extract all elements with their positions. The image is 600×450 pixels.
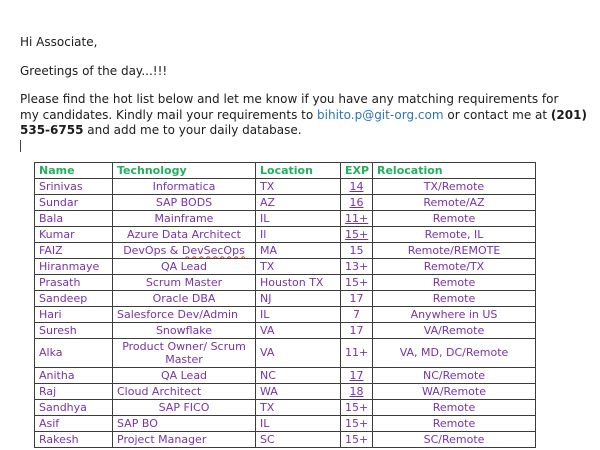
table-row: [35, 194, 536, 210]
table-row: [35, 258, 536, 274]
cell-name: Suresh: [35, 322, 113, 338]
cell-relocation: Remote: [373, 415, 536, 431]
cell-exp: 15+: [341, 226, 373, 242]
cell-name: Srinivas: [35, 178, 113, 194]
column-header-relocation: Relocation: [373, 162, 536, 178]
table-row: [35, 290, 536, 306]
cell-location: SC: [256, 431, 341, 447]
table-row: [35, 210, 536, 226]
cell-exp: 15+: [341, 274, 373, 290]
cell-name: Raj: [35, 383, 113, 399]
table-row: [35, 383, 536, 399]
cell-name: Anitha: [35, 367, 113, 383]
cell-technology: DevOps & DevSecOps: [113, 242, 256, 258]
cell-location: TX: [256, 399, 341, 415]
cell-technology: Oracle DBA: [113, 290, 256, 306]
body-line2-before-link: my candidates. Kindly mail your requirements to: [20, 107, 318, 122]
cell-relocation: VA, MD, DC/Remote: [373, 338, 536, 367]
cell-location: AZ: [256, 194, 341, 210]
cell-relocation: TX/Remote: [373, 178, 536, 194]
text-cursor: [20, 140, 21, 152]
cell-exp: 18: [341, 383, 373, 399]
cell-relocation: Anywhere in US: [373, 306, 536, 322]
cell-name: Sandeep: [35, 290, 113, 306]
table-row: [35, 415, 536, 431]
cell-exp: 7: [341, 306, 373, 322]
table-row: [35, 306, 536, 322]
cell-technology: Informatica: [113, 178, 256, 194]
cell-location: IL: [256, 415, 341, 431]
hotlist-table: [34, 162, 536, 448]
table-row: [35, 367, 536, 383]
cell-location: MA: [256, 242, 341, 258]
cell-exp: 15+: [341, 415, 373, 431]
cell-name: Hari: [35, 306, 113, 322]
table-row: [35, 274, 536, 290]
table-row: [35, 322, 536, 338]
phone-number-part1: (201): [550, 107, 587, 122]
cell-location: TX: [256, 258, 341, 274]
cell-technology: Mainframe: [113, 210, 256, 226]
phone-number-part2: 535-6755: [20, 123, 84, 137]
cell-location: TX: [256, 178, 341, 194]
cell-technology: Product Owner/ Scrum Master: [113, 338, 256, 367]
cell-exp: 17: [341, 367, 373, 383]
table-row: [35, 178, 536, 194]
cell-exp: 17: [341, 290, 373, 306]
table-row: [35, 242, 536, 258]
table-row: [35, 399, 536, 415]
cell-technology: Project Manager: [113, 431, 256, 447]
cell-exp: 14: [341, 178, 373, 194]
column-header-exp: EXP: [341, 162, 373, 178]
column-header-location: Location: [256, 162, 341, 178]
cell-relocation: NC/Remote: [373, 367, 536, 383]
salutation-line: Greetings of the day...!!!: [20, 64, 168, 78]
cell-exp: 15+: [341, 431, 373, 447]
body-line2-after-link: or contact me at: [443, 107, 551, 122]
cell-location: VA: [256, 322, 341, 338]
column-header-technology: Technology: [113, 162, 256, 178]
cell-technology: SAP BODS: [113, 194, 256, 210]
cell-technology: Snowflake: [113, 322, 256, 338]
cell-name: Alka: [35, 338, 113, 367]
cell-relocation: VA/Remote: [373, 322, 536, 338]
cell-location: IL: [256, 210, 341, 226]
cell-name: Sandhya: [35, 399, 113, 415]
cell-exp: 17: [341, 322, 373, 338]
cell-exp: 15: [341, 242, 373, 258]
greeting-line: Hi Associate,: [20, 35, 98, 49]
cell-technology: Scrum Master: [113, 274, 256, 290]
cell-technology: QA Lead: [113, 367, 256, 383]
cell-exp: 13+: [341, 258, 373, 274]
table-row: [35, 431, 536, 447]
column-header-name: Name: [35, 162, 113, 178]
email-link[interactable]: bihito.p@git-org.com: [317, 107, 444, 122]
cell-location: Il: [256, 226, 341, 242]
cell-relocation: Remote: [373, 210, 536, 226]
cell-technology: SAP FICO: [113, 399, 256, 415]
cell-relocation: Remote/AZ: [373, 194, 536, 210]
body-line1: Please find the hot list below and let me know if you have any matching requirements for: [20, 92, 559, 106]
cell-relocation: SC/Remote: [373, 431, 536, 447]
cell-location: IL: [256, 306, 341, 322]
table-row: [35, 338, 536, 367]
cell-relocation: Remote/TX: [373, 258, 536, 274]
cell-technology: SAP BO: [113, 415, 256, 431]
cell-name: Rakesh: [35, 431, 113, 447]
cell-name: Kumar: [35, 226, 113, 242]
cell-location: NC: [256, 367, 341, 383]
cell-relocation: Remote, IL: [373, 226, 536, 242]
cell-exp: 15+: [341, 399, 373, 415]
cell-name: FAIZ: [35, 242, 113, 258]
cell-name: Asif: [35, 415, 113, 431]
cell-location: NJ: [256, 290, 341, 306]
cell-technology: Azure Data Architect: [113, 226, 256, 242]
cell-location: VA: [256, 338, 341, 367]
cell-name: Prasath: [35, 274, 113, 290]
cell-relocation: Remote: [373, 399, 536, 415]
cell-relocation: Remote: [373, 274, 536, 290]
cell-technology: Cloud Architect: [113, 383, 256, 399]
cell-exp: 11+: [341, 338, 373, 367]
cell-name: Hiranmaye: [35, 258, 113, 274]
cell-location: WA: [256, 383, 341, 399]
email-body-paragraph: [20, 92, 590, 139]
cell-exp: 16: [341, 194, 373, 210]
cell-location: Houston TX: [256, 274, 341, 290]
cell-name: Sundar: [35, 194, 113, 210]
cell-exp: 11+: [341, 210, 373, 226]
cell-name: Bala: [35, 210, 113, 226]
cell-relocation: WA/Remote: [373, 383, 536, 399]
table-row: [35, 226, 536, 242]
cell-technology: QA Lead: [113, 258, 256, 274]
body-line3-rest: and add me to your daily database.: [83, 123, 302, 137]
table-header-row: [35, 162, 536, 178]
cell-technology: Salesforce Dev/Admin: [113, 306, 256, 322]
cell-relocation: Remote/REMOTE: [373, 242, 536, 258]
misspelled-word: DevSecOps: [181, 243, 245, 257]
cell-relocation: Remote: [373, 290, 536, 306]
